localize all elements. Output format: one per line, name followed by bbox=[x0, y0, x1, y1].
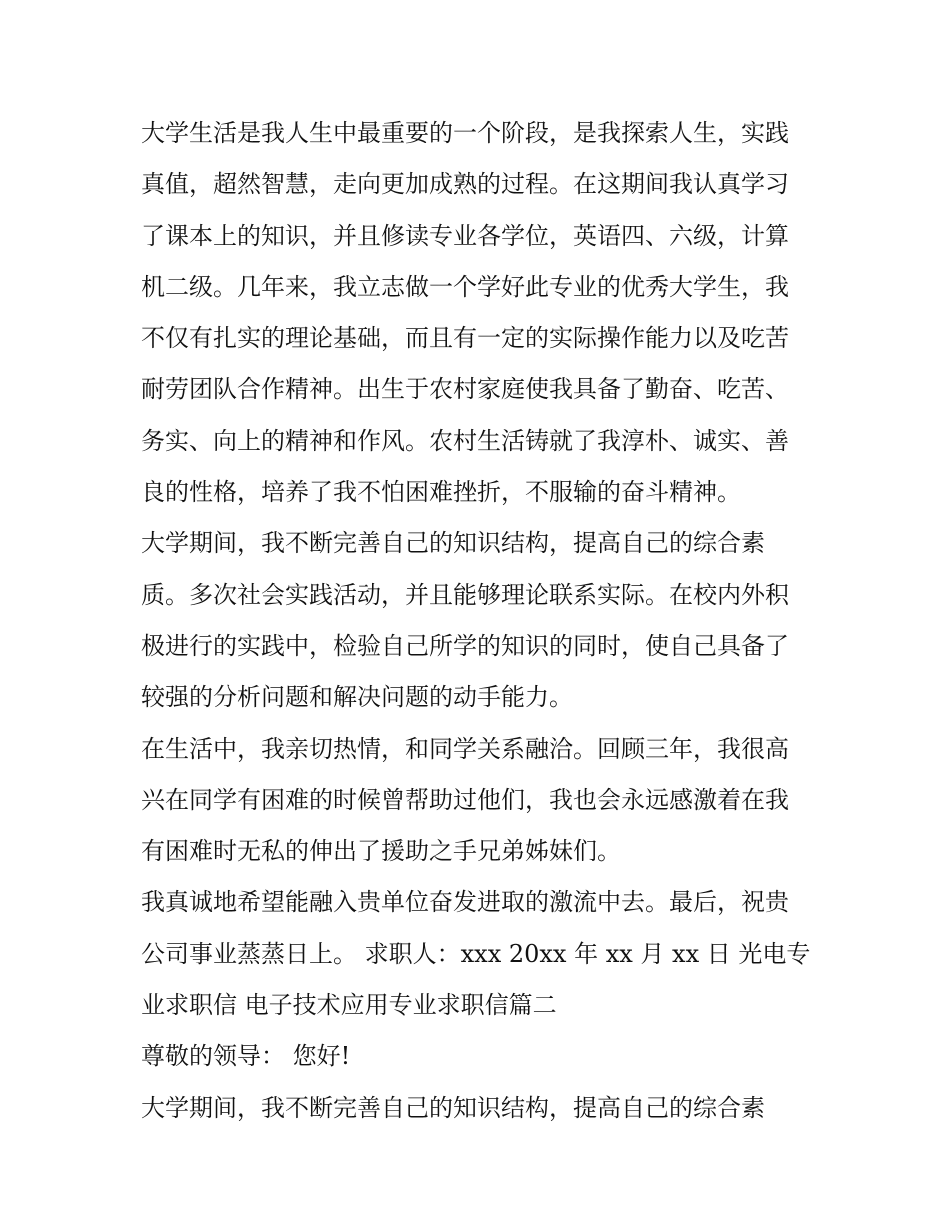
text-line: 较强的分析问题和解决问题的动手能力。 bbox=[141, 683, 573, 712]
text-line: 机二级。几年来，我立志做一个学好此专业的优秀大学生，我 bbox=[141, 272, 789, 301]
text-line: 耐劳团队合作精神。出生于农村家庭使我具备了勤奋、吃苦、 bbox=[141, 375, 789, 404]
text-line: 公司事业蒸蒸日上。 求职人：xxx 20xx 年 xx 月 xx 日 光电专 bbox=[141, 939, 811, 968]
text-line: 我真诚地希望能融入贵单位奋发进取的激流中去。最后，祝贵 bbox=[141, 888, 789, 917]
text-line: 务实、向上的精神和作风。农村生活铸就了我淳朴、诚实、善 bbox=[141, 426, 789, 455]
text-line: 真值，超然智慧，走向更加成熟的过程。在这期间我认真学习 bbox=[141, 170, 789, 199]
text-line: 质。多次社会实践活动，并且能够理论联系实际。在校内外积 bbox=[141, 580, 789, 609]
text-line: 有困难时无私的伸出了援助之手兄弟姊妹们。 bbox=[141, 837, 621, 866]
text-line: 极进行的实践中，检验自己所学的知识的同时，使自己具备了 bbox=[141, 631, 789, 660]
text-line: 大学生活是我人生中最重要的一个阶段，是我探索人生，实践 bbox=[141, 119, 789, 147]
text-line: 业求职信 电子技术应用专业求职信篇二 bbox=[141, 991, 557, 1020]
text-line: 大学期间，我不断完善自己的知识结构，提高自己的综合素 bbox=[141, 1093, 765, 1122]
text-line: 良的性格，培养了我不怕困难挫折，不服输的奋斗精神。 bbox=[141, 478, 741, 507]
text-line: 兴在同学有困难的时候曾帮助过他们，我也会永远感激着在我 bbox=[141, 785, 789, 814]
text-line: 了课本上的知识，并且修读专业各学位，英语四、六级，计算 bbox=[141, 221, 789, 250]
body-text bbox=[141, 108, 816, 1134]
text-line: 不仅有扎实的理论基础，而且有一定的实际操作能力以及吃苦 bbox=[141, 324, 789, 353]
text-line: 在生活中，我亲切热情，和同学关系融洽。回顾三年，我很高 bbox=[141, 734, 789, 763]
text-line: 大学期间，我不断完善自己的知识结构，提高自己的综合素 bbox=[141, 529, 765, 558]
salutation: 尊敬的领导： 您好! bbox=[141, 1042, 351, 1071]
